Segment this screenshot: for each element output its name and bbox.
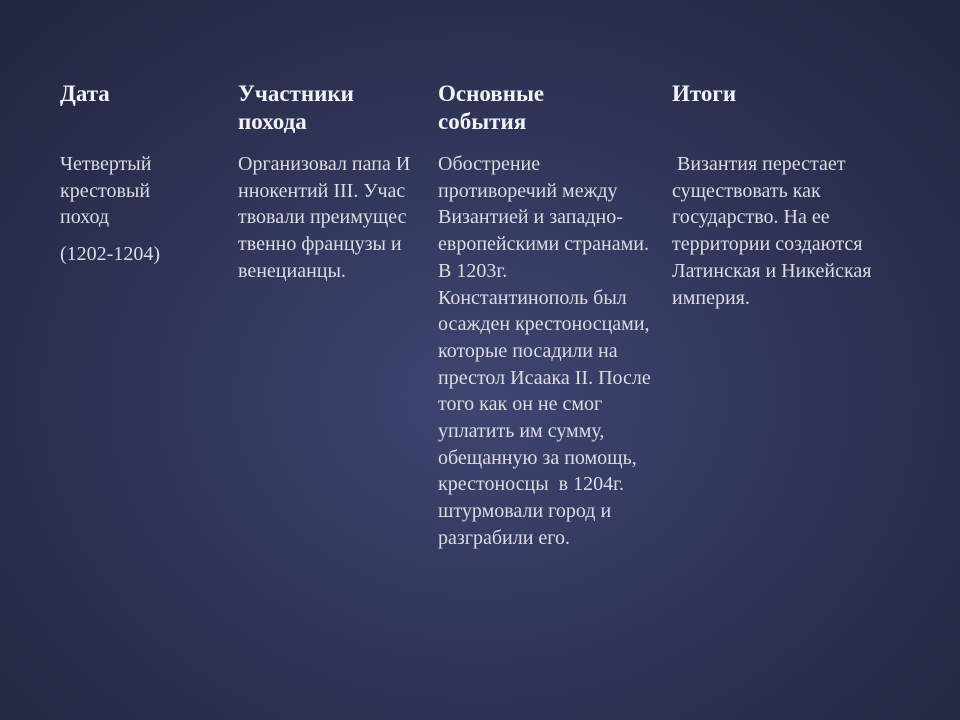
cell-participants: Организовал папа Иннокентий III. Участвовали преимущественно французы и венецианцы. (238, 153, 411, 282)
cell-results: Византия перестает существовать как государство. На ее территории создаются Латинская и Никейская империя. (672, 153, 877, 309)
header-participants: Участники похода (238, 81, 354, 134)
crusade-name: Четвертый крестовый поход (60, 153, 152, 229)
header-date: Дата (60, 81, 110, 106)
crusade-years: (1202-1204) (60, 243, 160, 266)
header-events: Основные события (438, 81, 545, 134)
header-results: Итоги (672, 81, 737, 106)
cell-date (60, 151, 180, 268)
cell-events: Обострение противоречий между Византией и западно-европейскими странами. В 1203г. Константинополь был осажден крестоносцами, которые посадили на престол Исаака II. После того как он не смог уплатить им сумму, обещанную за помощь, крестоносцы в 1204г. штурмовали город и разграбили его. (438, 153, 659, 549)
